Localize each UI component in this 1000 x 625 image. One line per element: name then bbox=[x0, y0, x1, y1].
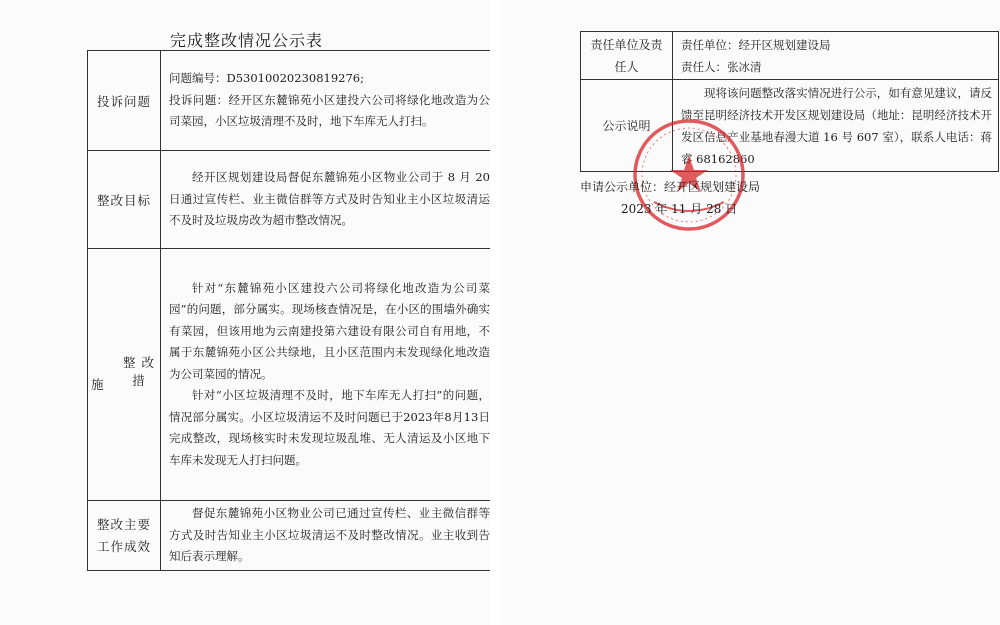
row-label-notice: 公示说明 bbox=[581, 80, 673, 172]
table-row bbox=[581, 32, 999, 80]
measures-paragraph-1: 针对“东麓锦苑小区建投六公司将绿化地改造为公司菜园”的问题，部分属实。现场核查情况是，在小区的围墙外确实有菜园，但该用地为云南建投第六建设有限公司自有用地，不属于东麓锦苑小区公共绿地，且小区范围内未发现绿化地改造为公司菜园的情况。 bbox=[169, 280, 490, 381]
left-page bbox=[0, 0, 490, 625]
issue-number: 问题编号：D53010020230819276; bbox=[169, 71, 364, 86]
measures-label-part2: 施 bbox=[91, 377, 105, 392]
measures-content bbox=[161, 249, 497, 501]
document-title: 完成整改情况公示表 bbox=[170, 31, 324, 50]
measures-label-part1: 整 改 措 bbox=[123, 355, 155, 388]
goal-text: 经开区规划建设局督促东麓锦苑小区物业公司于 8 月 20 日通过宣传栏、业主微信群等方式及时告知业主小区垃圾清运不及时及垃圾房改为超市整改情况。 bbox=[169, 170, 490, 228]
responsible-unit: 责任单位：经开区规划建设局 bbox=[681, 37, 831, 52]
table-row bbox=[88, 249, 497, 501]
complaint-text: 投诉问题：经开区东麓锦苑小区建投六公司将绿化地改造为公司菜园，小区垃圾清理不及时，地下车库无人打扫。 bbox=[169, 92, 490, 129]
table-row bbox=[88, 501, 497, 571]
row-label-complaint: 投诉问题 bbox=[88, 51, 161, 151]
measures-paragraph-2: 针对“小区垃圾清理不及时，地下车库无人打扫”的问题，情况部分属实。小区垃圾清运不及时问题已于2023年8月13日完成整改，现场核实时未发现垃圾乱堆、无人清运及小区地下车库未发现无人打扫问题。 bbox=[169, 388, 490, 467]
applicant-line: 申请公示单位：经开区规划建设局 bbox=[580, 180, 761, 194]
page-gutter bbox=[490, 0, 500, 625]
results-content bbox=[161, 501, 497, 571]
row-label-results: 整改主要工作成效 bbox=[88, 501, 161, 571]
results-text: 督促东麓锦苑小区物业公司已通过宣传栏、业主微信群等方式及时告知业主小区垃圾清运不及时整改情况。业主收到告知后表示理解。 bbox=[169, 506, 490, 564]
goal-content bbox=[161, 151, 497, 249]
date-line: 2023 年 11 月 28 日 bbox=[621, 202, 738, 216]
table-row bbox=[88, 151, 497, 249]
table-row bbox=[88, 51, 497, 151]
row-label-measures bbox=[88, 249, 161, 501]
responsible-content bbox=[673, 32, 999, 80]
complaint-content bbox=[161, 51, 497, 151]
notice-text: 现将该问题整改落实情况进行公示，如有意见建议，请反馈至昆明经济技术开发区规划建设局（地址：昆明经济技术开发区信息产业基地春漫大道 16 号 607 室），联系人电话：蒋睿 68162860 bbox=[681, 85, 992, 166]
row-label-goal: 整改目标 bbox=[88, 151, 161, 249]
rectification-table bbox=[87, 50, 497, 571]
row-label-responsible: 责任单位及责任人 bbox=[581, 32, 673, 80]
responsible-person: 责任人：张冰清 bbox=[681, 59, 762, 74]
